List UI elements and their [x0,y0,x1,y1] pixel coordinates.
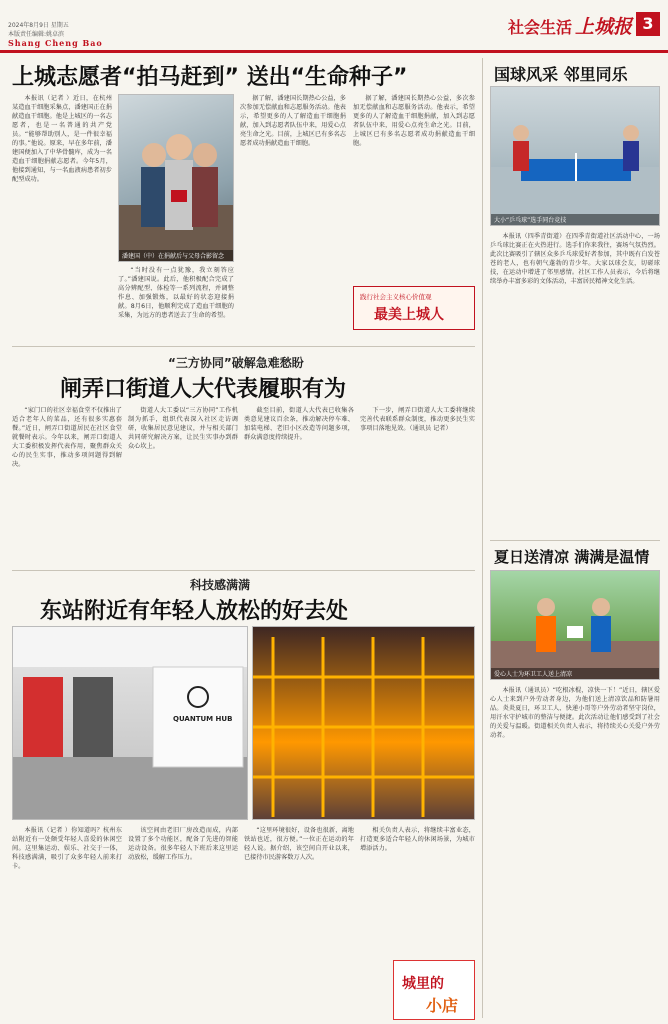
article2-col3 [244,406,354,566]
player-right-body [623,141,639,171]
brand-subtitle: Shang Cheng Bao [8,38,103,48]
article-divider-2 [12,570,475,571]
sidebar2-photo [490,570,660,680]
worker-head [537,598,555,616]
stamp-line1: 践行社会主义核心价值观 [360,293,432,301]
sidebar1-title: 国球风采 邻里同乐 [494,65,628,84]
pingpong-illustration [491,87,660,226]
article3-headline: 东站附近有年轻人放松的好去处 [40,599,349,624]
article1-photo-caption: 潘建国（中）在捐献后与父母合影留念 [119,250,233,261]
sidebar2-photo-caption: 爱心人士为环卫工人送上清凉 [491,668,659,679]
article3-photo-structure [252,626,475,820]
certificate-shape [171,190,187,202]
section-name: 社会生活 [507,18,572,37]
gift-box [567,626,583,638]
article2-col1 [12,406,122,566]
article2-headline: 闸弄口街道人大代表履职有为 [60,377,347,402]
page-number: 3 [636,12,660,36]
donor-family-illustration [119,95,234,262]
article3-col2-text: 该空间由老旧厂房改造而成，内部设置了多个功能区，配备了先进的智能运动设备。很多年轻人下班后来这里运动放松，缓解工作压力。 [128,827,238,861]
paper-name: 上城报 [574,16,632,38]
person-head-center [166,134,192,160]
corner-badge-line1: 城里的 [402,976,444,992]
issue-date: 2024年8月9日 星期五 [8,22,69,29]
masthead [0,0,668,54]
article3-col4-text: 相关负责人表示，将继续丰富业态，打造更多适合年轻人的休闲场景，为城市增添活力。 [360,827,475,852]
article1-col1 [12,94,112,340]
article3-col2 [128,826,238,1018]
person-body-right [192,167,218,227]
shelf-mid [73,677,113,757]
article3-col3-text: “这里环境很好，设备也很新，离地铁站也近，很方便。”一位正在运动的年轻人说。据介绍，该空间自开业以来，已接待市民游客数万人次。 [244,827,354,861]
sidebar2-text [490,686,660,1018]
article1-col3 [240,94,346,340]
sidebar1-text [490,232,660,534]
corner-badge-line2: 小店 [426,996,459,1015]
editor-line: 本版责任编辑:姚卓滨 [8,31,65,38]
volunteer-illustration [491,571,660,680]
sidebar1-text-body: 本报讯（四季青街道）在四季青街道社区活动中心，一场乒乓球比赛正在火热进行。选手们你来我往，赛场气氛热烈。此次比赛吸引了辖区众多乒乓球爱好者参加，其中既有白发苍苍的老人，也有朝气蓬勃的青少年。大家以球会友，切磋球技，在运动中增进了邻里感情。社区工作人员表示，今后将继续举办丰富多彩的文体活动，丰富居民精神文化生活。 [490,233,660,285]
article1-headline: 上城志愿者“拍马赶到” 送出“生命种子” [12,65,408,90]
sidebar2-text-body: 本报讯（通讯员）“吃根冰棍，凉快一下！”近日，辖区爱心人士来到户外劳动者身边，为他们送上清凉饮品和防暑用品。炎炎夏日，环卫工人、快递小哥等户外劳动者坚守岗位，用汗水守护城市的整洁与便捷。此次活动让他们感受到了社会的关爱与温暖。街道相关负责人表示，将持续关心关爱户外劳动者。 [490,687,660,739]
article2-col2-text: 街道人大工委以“三方协同”工作机制为抓手，组织代表深入社区走访调研，收集居民意见建议，并与相关部门共同研究解决方案，让民生实事办到群众心坎上。 [128,407,238,450]
sidebar-divider-h [490,540,660,541]
climbing-frame-illustration [253,627,475,820]
person-head-left [142,143,166,167]
article1-col4 [353,94,475,280]
article2-col4 [360,406,475,566]
article3-col1-text: 本报讯（记者 ）你知道吗？杭州东站附近有一处颇受年轻人喜爱的休闲空间。这里集运动、娱乐、社交于一体，科技感满满，吸引了众多年轻人前来打卡。 [12,827,122,870]
player-left-head [513,125,529,141]
article1-col4-text: 据了解，潘建国长期热心公益，多次参加无偿献血和志愿服务活动。他表示，希望更多的人了解造血干细胞捐献，加入到志愿者队伍中来，用爱心点亮生命之光。目前，上城区已有多名志愿者成功捐献造血干细胞。 [353,95,475,147]
article3-col1 [12,826,122,1018]
shelf-left [23,677,63,757]
sidebar2-title: 夏日送清凉 满满是温情 [494,548,650,566]
venue-sign: QUANTUM HUB [173,715,233,723]
stamp-line2: 最美上城人 [374,307,444,323]
article2-col2 [128,406,238,566]
worker-vest [536,616,556,652]
arcade-interior-illustration [13,627,248,820]
article2-col1-text: “家门口的社区幸福食堂不仅推出了适合老年人的菜品，还有很多实惠套餐。”近日，闸弄口街道居民在社区食堂就餐时表示。今年以来，闸弄口街道人大工委积极发挥代表作用，聚焦群众关心的民生实事，推动多项问题得到解决。 [12,407,122,468]
article3-col3 [244,826,354,1018]
article1-col1-text: 本报讯（记者 ）近日，在杭州某造血干细胞采集点，潘建国正在捐献造血干细胞。他是上城区的一名志愿者，也是一名普通的共产党员。“能够帮助别人，是一件很幸福的事。”他说。原来，早在多年前，潘建国便加入了中华骨髓库，成为一名造血干细胞捐献志愿者。今年5月，他接到通知，与一名血液病患者初步配型成功。 [12,95,112,183]
article3-col4 [360,826,475,956]
frame-bars [253,637,475,817]
sidebar1-photo [490,86,660,226]
person-head-right [193,143,217,167]
article2-col4-text: 下一步，闸弄口街道人大工委将继续完善代表联系群众制度，推动更多民生实事项目落地见效。（通讯员 记者） [360,407,475,432]
value-stamp [353,286,475,330]
sidebar1-photo-caption: 大小“乒乓球”选手同台竞技 [491,214,659,225]
masthead-divider [0,50,668,53]
article1-col3-text: 据了解，潘建国长期热心公益，多次参加无偿献血和志愿服务活动。他表示，希望更多的人了解造血干细胞捐献，加入到志愿者队伍中来，用爱心点亮生命之光。目前，上城区已有多名志愿者成功捐献造血干细胞。 [240,95,346,147]
article2-kicker: “三方协同”破解急难愁盼 [168,356,304,370]
volunteer-body [591,616,611,652]
ceiling [13,627,248,667]
player-left-body [513,141,529,171]
volunteer-head [592,598,610,616]
corner-badge [393,960,475,1020]
sidebar-divider [482,58,483,1018]
article-divider-1 [12,346,475,347]
article1-col2-text: “当时没有一点犹豫，我立刻答应了。”潘建国说。此后，他积极配合完成了高分辨配型、体检等一系列流程，并调整作息、加强锻炼，以最好的状态迎接捐献。8月6日，他顺利完成了造血干细胞的采集，为远方的患者送去了生命的希望。 [118,267,234,319]
article3-photo-interior [12,626,248,820]
article1-col2 [118,266,234,340]
article3-kicker: 科技感满满 [190,578,251,592]
player-right-head [623,125,639,141]
article2-col3-text: 截至目前，街道人大代表已收集各类意见建议百余条，推动解决停车难、加装电梯、老旧小区改造等问题多项，群众满意度持续提升。 [244,407,354,441]
person-body-left [141,167,167,227]
article1-photo [118,94,234,262]
